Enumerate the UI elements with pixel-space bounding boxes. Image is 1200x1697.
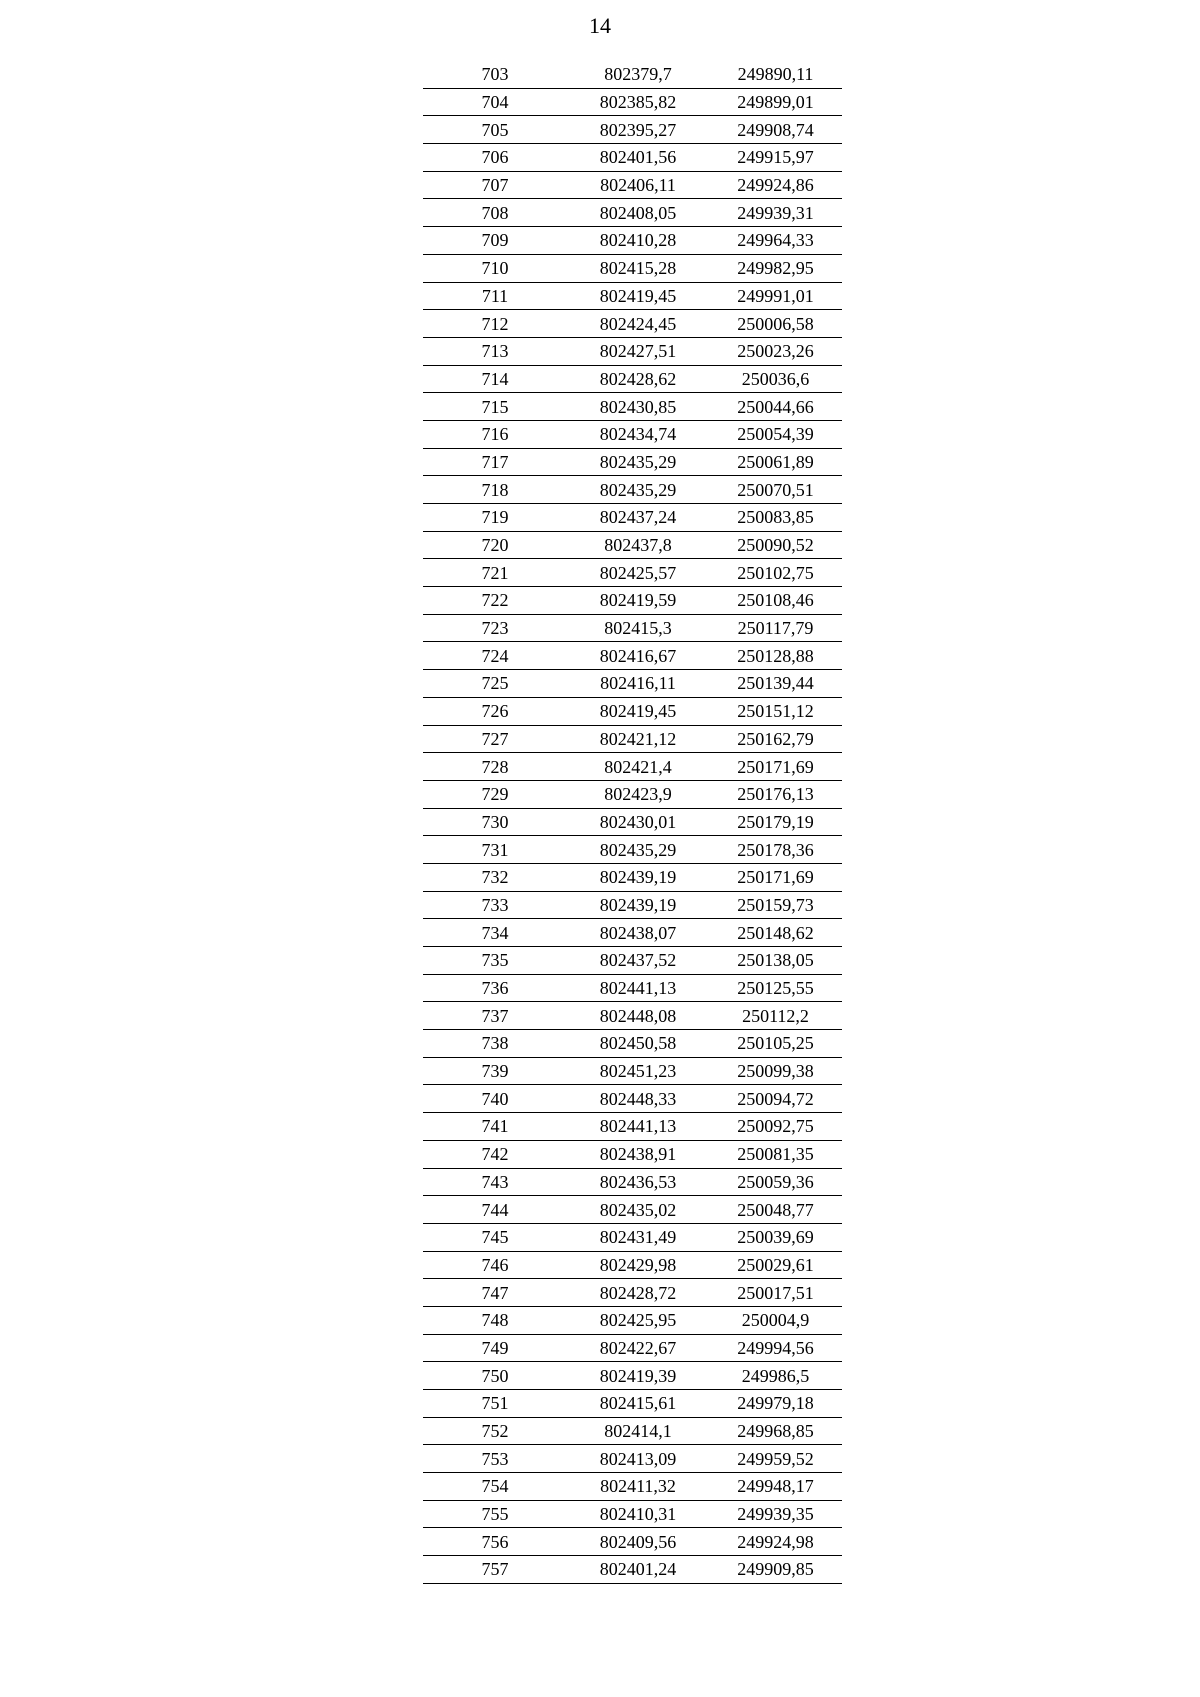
page-number: 14 <box>589 13 611 38</box>
x-coordinate-cell: 802425,57 <box>567 559 709 587</box>
point-number-cell: 746 <box>423 1251 567 1279</box>
table-row <box>423 753 842 781</box>
table-row <box>423 1113 842 1141</box>
table-row <box>423 116 842 144</box>
point-number-cell: 745 <box>423 1223 567 1251</box>
point-number-cell: 736 <box>423 974 567 1002</box>
point-number-cell: 706 <box>423 144 567 172</box>
point-number-cell: 743 <box>423 1168 567 1196</box>
y-coordinate-cell: 250092,75 <box>709 1113 842 1141</box>
point-number-cell: 721 <box>423 559 567 587</box>
table-row <box>423 476 842 504</box>
point-number-cell: 753 <box>423 1445 567 1473</box>
table-row <box>423 1417 842 1445</box>
y-coordinate-cell: 250070,51 <box>709 476 842 504</box>
point-number-cell: 740 <box>423 1085 567 1113</box>
point-number-cell: 754 <box>423 1473 567 1501</box>
point-number-cell: 739 <box>423 1057 567 1085</box>
point-number-cell: 722 <box>423 587 567 615</box>
x-coordinate-cell: 802419,59 <box>567 587 709 615</box>
y-coordinate-cell: 250162,79 <box>709 725 842 753</box>
point-number-cell: 703 <box>423 61 567 88</box>
x-coordinate-cell: 802429,98 <box>567 1251 709 1279</box>
point-number-cell: 715 <box>423 393 567 421</box>
point-number-cell: 733 <box>423 891 567 919</box>
x-coordinate-cell: 802448,33 <box>567 1085 709 1113</box>
table-row <box>423 88 842 116</box>
y-coordinate-cell: 250108,46 <box>709 587 842 615</box>
y-coordinate-cell: 250139,44 <box>709 670 842 698</box>
x-coordinate-cell: 802408,05 <box>567 199 709 227</box>
y-coordinate-cell: 250159,73 <box>709 891 842 919</box>
point-number-cell: 731 <box>423 836 567 864</box>
point-number-cell: 714 <box>423 365 567 393</box>
point-number-cell: 756 <box>423 1528 567 1556</box>
point-number-cell: 705 <box>423 116 567 144</box>
x-coordinate-cell: 802422,67 <box>567 1334 709 1362</box>
table-row <box>423 199 842 227</box>
x-coordinate-cell: 802430,01 <box>567 808 709 836</box>
y-coordinate-cell: 250171,69 <box>709 753 842 781</box>
y-coordinate-cell: 250048,77 <box>709 1196 842 1224</box>
table-row <box>423 1196 842 1224</box>
y-coordinate-cell: 250125,55 <box>709 974 842 1002</box>
point-number-cell: 720 <box>423 531 567 559</box>
point-number-cell: 748 <box>423 1306 567 1334</box>
point-number-cell: 726 <box>423 697 567 725</box>
x-coordinate-cell: 802437,24 <box>567 504 709 532</box>
x-coordinate-cell: 802419,39 <box>567 1362 709 1390</box>
table-row <box>423 1473 842 1501</box>
y-coordinate-cell: 249890,11 <box>709 61 842 88</box>
table-row <box>423 780 842 808</box>
y-coordinate-cell: 249994,56 <box>709 1334 842 1362</box>
y-coordinate-cell: 250176,13 <box>709 780 842 808</box>
table-row <box>423 974 842 1002</box>
x-coordinate-cell: 802425,95 <box>567 1306 709 1334</box>
point-number-cell: 744 <box>423 1196 567 1224</box>
table-row <box>423 1002 842 1030</box>
table-row <box>423 144 842 172</box>
x-coordinate-cell: 802421,12 <box>567 725 709 753</box>
y-coordinate-cell: 250090,52 <box>709 531 842 559</box>
table-row <box>423 725 842 753</box>
coordinates-table <box>423 61 842 1584</box>
table-row <box>423 1556 842 1584</box>
x-coordinate-cell: 802409,56 <box>567 1528 709 1556</box>
x-coordinate-cell: 802435,29 <box>567 448 709 476</box>
point-number-cell: 709 <box>423 227 567 255</box>
point-number-cell: 732 <box>423 863 567 891</box>
y-coordinate-cell: 249915,97 <box>709 144 842 172</box>
point-number-cell: 725 <box>423 670 567 698</box>
y-coordinate-cell: 250054,39 <box>709 420 842 448</box>
x-coordinate-cell: 802439,19 <box>567 863 709 891</box>
table-row <box>423 531 842 559</box>
y-coordinate-cell: 250117,79 <box>709 614 842 642</box>
y-coordinate-cell: 249959,52 <box>709 1445 842 1473</box>
table-row <box>423 1279 842 1307</box>
point-number-cell: 712 <box>423 310 567 338</box>
table-row <box>423 254 842 282</box>
x-coordinate-cell: 802415,61 <box>567 1390 709 1418</box>
x-coordinate-cell: 802416,11 <box>567 670 709 698</box>
point-number-cell: 755 <box>423 1500 567 1528</box>
table-row <box>423 61 842 88</box>
y-coordinate-cell: 250094,72 <box>709 1085 842 1113</box>
point-number-cell: 735 <box>423 947 567 975</box>
point-number-cell: 738 <box>423 1030 567 1058</box>
x-coordinate-cell: 802415,3 <box>567 614 709 642</box>
table-row <box>423 1223 842 1251</box>
y-coordinate-cell: 250148,62 <box>709 919 842 947</box>
table-row <box>423 1085 842 1113</box>
y-coordinate-cell: 250151,12 <box>709 697 842 725</box>
x-coordinate-cell: 802421,4 <box>567 753 709 781</box>
table-row <box>423 1528 842 1556</box>
point-number-cell: 724 <box>423 642 567 670</box>
table-row <box>423 1057 842 1085</box>
y-coordinate-cell: 249982,95 <box>709 254 842 282</box>
x-coordinate-cell: 802410,28 <box>567 227 709 255</box>
point-number-cell: 711 <box>423 282 567 310</box>
x-coordinate-cell: 802423,9 <box>567 780 709 808</box>
x-coordinate-cell: 802439,19 <box>567 891 709 919</box>
point-number-cell: 741 <box>423 1113 567 1141</box>
y-coordinate-cell: 250083,85 <box>709 504 842 532</box>
y-coordinate-cell: 249924,98 <box>709 1528 842 1556</box>
x-coordinate-cell: 802438,91 <box>567 1140 709 1168</box>
table-row <box>423 559 842 587</box>
point-number-cell: 710 <box>423 254 567 282</box>
table-row <box>423 448 842 476</box>
table-row <box>423 587 842 615</box>
y-coordinate-cell: 249979,18 <box>709 1390 842 1418</box>
y-coordinate-cell: 249968,85 <box>709 1417 842 1445</box>
point-number-cell: 728 <box>423 753 567 781</box>
x-coordinate-cell: 802451,23 <box>567 1057 709 1085</box>
y-coordinate-cell: 250059,36 <box>709 1168 842 1196</box>
point-number-cell: 757 <box>423 1556 567 1584</box>
y-coordinate-cell: 250029,61 <box>709 1251 842 1279</box>
point-number-cell: 752 <box>423 1417 567 1445</box>
table-row <box>423 393 842 421</box>
y-coordinate-cell: 250006,58 <box>709 310 842 338</box>
x-coordinate-cell: 802437,8 <box>567 531 709 559</box>
table-row <box>423 642 842 670</box>
point-number-cell: 723 <box>423 614 567 642</box>
table-row <box>423 310 842 338</box>
x-coordinate-cell: 802435,02 <box>567 1196 709 1224</box>
table-row <box>423 420 842 448</box>
y-coordinate-cell: 250023,26 <box>709 337 842 365</box>
table-row <box>423 1168 842 1196</box>
y-coordinate-cell: 249948,17 <box>709 1473 842 1501</box>
table-row <box>423 1306 842 1334</box>
x-coordinate-cell: 802406,11 <box>567 171 709 199</box>
x-coordinate-cell: 802431,49 <box>567 1223 709 1251</box>
x-coordinate-cell: 802428,62 <box>567 365 709 393</box>
table-row <box>423 670 842 698</box>
table-row <box>423 1445 842 1473</box>
x-coordinate-cell: 802379,7 <box>567 61 709 88</box>
x-coordinate-cell: 802434,74 <box>567 420 709 448</box>
y-coordinate-cell: 250179,19 <box>709 808 842 836</box>
y-coordinate-cell: 250171,69 <box>709 863 842 891</box>
x-coordinate-cell: 802419,45 <box>567 697 709 725</box>
y-coordinate-cell: 250081,35 <box>709 1140 842 1168</box>
x-coordinate-cell: 802441,13 <box>567 1113 709 1141</box>
table-row <box>423 282 842 310</box>
table-row <box>423 947 842 975</box>
table-row <box>423 919 842 947</box>
point-number-cell: 737 <box>423 1002 567 1030</box>
y-coordinate-cell: 249939,35 <box>709 1500 842 1528</box>
point-number-cell: 730 <box>423 808 567 836</box>
y-coordinate-cell: 250102,75 <box>709 559 842 587</box>
x-coordinate-cell: 802413,09 <box>567 1445 709 1473</box>
point-number-cell: 716 <box>423 420 567 448</box>
x-coordinate-cell: 802435,29 <box>567 476 709 504</box>
table-row <box>423 365 842 393</box>
point-number-cell: 717 <box>423 448 567 476</box>
y-coordinate-cell: 249899,01 <box>709 88 842 116</box>
x-coordinate-cell: 802430,85 <box>567 393 709 421</box>
point-number-cell: 750 <box>423 1362 567 1390</box>
table-row <box>423 1030 842 1058</box>
y-coordinate-cell: 249939,31 <box>709 199 842 227</box>
y-coordinate-cell: 250178,36 <box>709 836 842 864</box>
point-number-cell: 727 <box>423 725 567 753</box>
point-number-cell: 718 <box>423 476 567 504</box>
x-coordinate-cell: 802441,13 <box>567 974 709 1002</box>
y-coordinate-cell: 250105,25 <box>709 1030 842 1058</box>
x-coordinate-cell: 802385,82 <box>567 88 709 116</box>
table-row <box>423 836 842 864</box>
x-coordinate-cell: 802411,32 <box>567 1473 709 1501</box>
y-coordinate-cell: 249909,85 <box>709 1556 842 1584</box>
x-coordinate-cell: 802416,67 <box>567 642 709 670</box>
point-number-cell: 751 <box>423 1390 567 1418</box>
table-row <box>423 227 842 255</box>
table-row <box>423 808 842 836</box>
x-coordinate-cell: 802414,1 <box>567 1417 709 1445</box>
point-number-cell: 719 <box>423 504 567 532</box>
point-number-cell: 749 <box>423 1334 567 1362</box>
x-coordinate-cell: 802401,56 <box>567 144 709 172</box>
x-coordinate-cell: 802395,27 <box>567 116 709 144</box>
y-coordinate-cell: 250061,89 <box>709 448 842 476</box>
point-number-cell: 704 <box>423 88 567 116</box>
y-coordinate-cell: 250099,38 <box>709 1057 842 1085</box>
point-number-cell: 707 <box>423 171 567 199</box>
y-coordinate-cell: 249908,74 <box>709 116 842 144</box>
table-row <box>423 697 842 725</box>
x-coordinate-cell: 802428,72 <box>567 1279 709 1307</box>
table-row <box>423 863 842 891</box>
coordinates-table-body <box>423 61 842 1583</box>
y-coordinate-cell: 250039,69 <box>709 1223 842 1251</box>
point-number-cell: 708 <box>423 199 567 227</box>
x-coordinate-cell: 802410,31 <box>567 1500 709 1528</box>
table-row <box>423 1251 842 1279</box>
table-row <box>423 1140 842 1168</box>
x-coordinate-cell: 802401,24 <box>567 1556 709 1584</box>
y-coordinate-cell: 250017,51 <box>709 1279 842 1307</box>
point-number-cell: 747 <box>423 1279 567 1307</box>
x-coordinate-cell: 802419,45 <box>567 282 709 310</box>
x-coordinate-cell: 802448,08 <box>567 1002 709 1030</box>
y-coordinate-cell: 249991,01 <box>709 282 842 310</box>
table-row <box>423 504 842 532</box>
y-coordinate-cell: 249964,33 <box>709 227 842 255</box>
y-coordinate-cell: 250036,6 <box>709 365 842 393</box>
x-coordinate-cell: 802437,52 <box>567 947 709 975</box>
point-number-cell: 729 <box>423 780 567 808</box>
y-coordinate-cell: 249924,86 <box>709 171 842 199</box>
x-coordinate-cell: 802424,45 <box>567 310 709 338</box>
y-coordinate-cell: 250112,2 <box>709 1002 842 1030</box>
x-coordinate-cell: 802415,28 <box>567 254 709 282</box>
table-row <box>423 614 842 642</box>
point-number-cell: 734 <box>423 919 567 947</box>
x-coordinate-cell: 802450,58 <box>567 1030 709 1058</box>
y-coordinate-cell: 250138,05 <box>709 947 842 975</box>
point-number-cell: 713 <box>423 337 567 365</box>
y-coordinate-cell: 250044,66 <box>709 393 842 421</box>
table-row <box>423 1334 842 1362</box>
x-coordinate-cell: 802427,51 <box>567 337 709 365</box>
point-number-cell: 742 <box>423 1140 567 1168</box>
table-row <box>423 1500 842 1528</box>
x-coordinate-cell: 802436,53 <box>567 1168 709 1196</box>
y-coordinate-cell: 250128,88 <box>709 642 842 670</box>
table-row <box>423 1362 842 1390</box>
y-coordinate-cell: 249986,5 <box>709 1362 842 1390</box>
table-row <box>423 171 842 199</box>
table-row <box>423 891 842 919</box>
y-coordinate-cell: 250004,9 <box>709 1306 842 1334</box>
table-row <box>423 1390 842 1418</box>
x-coordinate-cell: 802435,29 <box>567 836 709 864</box>
table-row <box>423 337 842 365</box>
x-coordinate-cell: 802438,07 <box>567 919 709 947</box>
